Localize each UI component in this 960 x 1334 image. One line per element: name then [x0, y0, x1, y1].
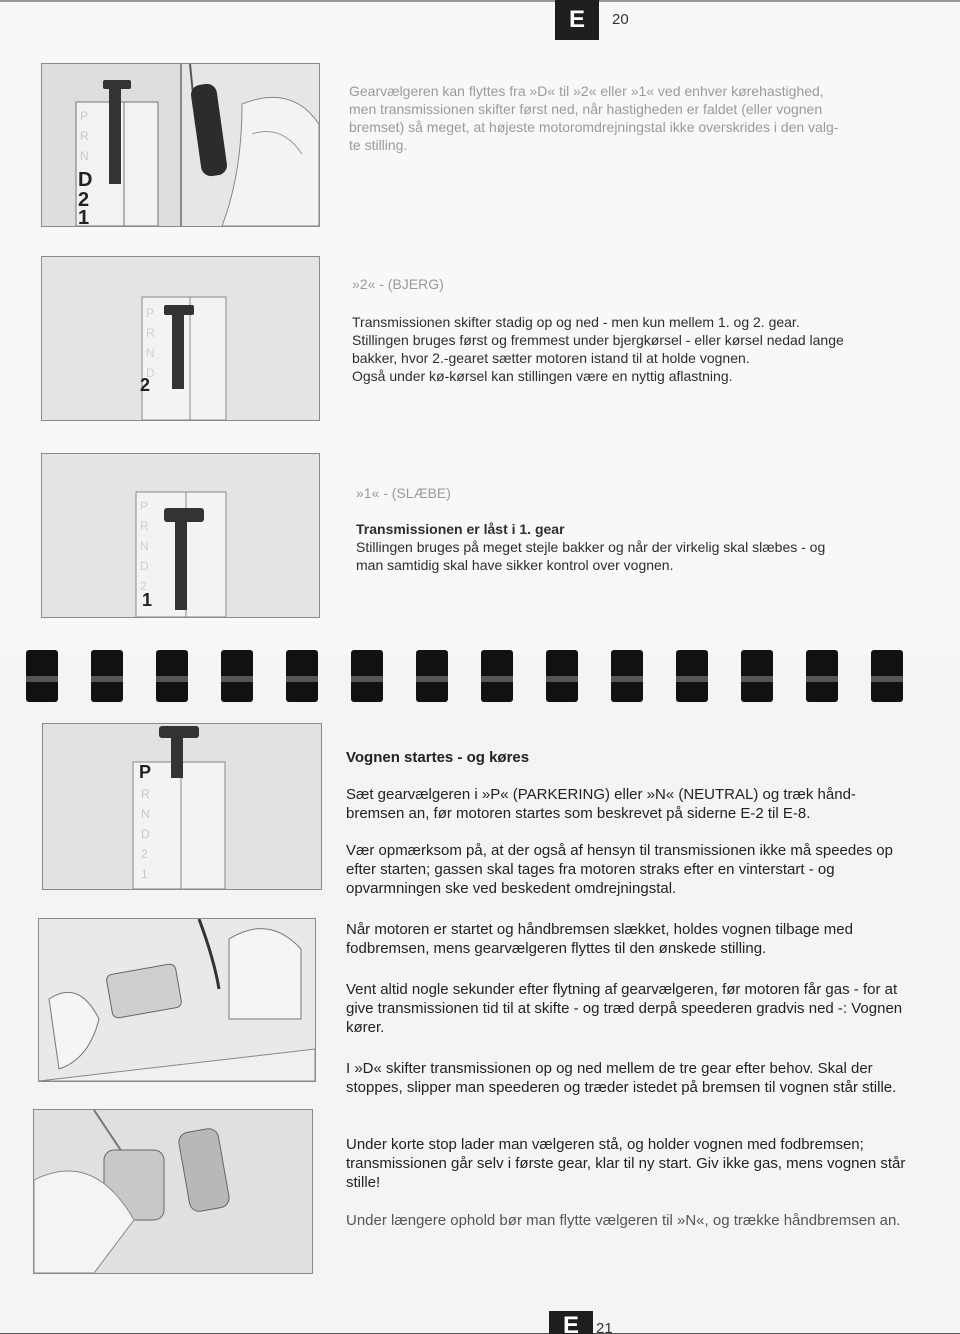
page-number: 20 [612, 11, 629, 28]
gear-selector-illustration [41, 63, 181, 227]
svg-text:R: R [146, 326, 155, 340]
svg-text:2: 2 [78, 189, 90, 211]
binding-coil [26, 650, 58, 702]
binding-coil [481, 650, 513, 702]
slaebe-line: man samtidig skal have sikker kontrol over vognen. [356, 557, 674, 573]
slaebe-heading: »1« - (SLÆBE) [356, 485, 451, 501]
paragraph: Vær opmærksom på, at der også af hensyn til transmissionen ikke må speedes op efter starten; gassen skal tages fra motoren straks efter en vinterstart - og opvarmningen ske ved beskedent omdrejningstal. [346, 842, 893, 897]
foot-on-brake-illustration [33, 1109, 313, 1274]
section-tab: E [555, 0, 599, 40]
brake-pedal-illustration [38, 918, 316, 1082]
selector-park-illustration [42, 723, 322, 890]
bjerg-line: bakker, hvor 2.-gearet sætter motoren istand til at holde vognen. [352, 350, 750, 366]
spiral-binding [0, 1295, 960, 1334]
svg-text:D: D [78, 169, 93, 191]
svg-text:1: 1 [141, 867, 148, 881]
svg-text:P: P [146, 306, 155, 320]
svg-text:D: D [140, 559, 149, 573]
bjerg-line: Stillingen bruges først og fremmest under bjergkørsel - eller kørsel nedad lange [352, 332, 844, 348]
svg-text:P: P [140, 499, 149, 513]
slaebe-section [356, 484, 916, 574]
page-21 [0, 655, 960, 1334]
binding-coil [546, 650, 578, 702]
page-20 [0, 0, 960, 655]
binding-coil [221, 650, 253, 702]
svg-text:D: D [146, 366, 155, 380]
svg-text:R: R [140, 519, 149, 533]
binding-coil [416, 650, 448, 702]
intro-line: bremset) så meget, at højeste motoromdrejningstal ikke overskrides i den valg- [349, 119, 839, 135]
binding-coil [91, 650, 123, 702]
svg-text:1: 1 [78, 207, 90, 226]
binding-coil [351, 650, 383, 702]
svg-text:N: N [146, 346, 155, 360]
intro-line: Gearvælgeren kan flyttes fra »D« til »2« eller »1« ved enhver kørehastighed, [349, 83, 824, 99]
intro-line: te stilling. [349, 137, 408, 153]
svg-text:R: R [80, 129, 89, 143]
paragraph: Sæt gearvælgeren i »P« (PARKERING) eller »N« (NEUTRAL) og træk hånd-bremsen an, før motoren startes som beskrevet på siderne E-2 til E-8. [346, 786, 856, 822]
page-number: 21 [596, 1320, 613, 1334]
accelerator-pedal-illustration [181, 63, 320, 227]
binding-coil [741, 650, 773, 702]
svg-text:2: 2 [140, 579, 147, 593]
selector-label-1: 1 [142, 590, 153, 610]
paragraph: Når motoren er startet og håndbremsen slækket, holdes vognen tilbage med fodbremsen, mens gearvælgeren flyttes til den ønskede stilling. [346, 921, 853, 957]
intro-line: men transmissionen skifter først ned, når hastigheden er faldet (eller vognen [349, 101, 823, 117]
top-rule [0, 0, 960, 2]
svg-text:P: P [80, 109, 89, 123]
slaebe-bold-line: Transmissionen er låst i 1. gear [356, 521, 565, 537]
bjerg-line: Også under kø-kørsel kan stillingen være en nyttig aflastning. [352, 368, 733, 384]
start-heading: Vognen startes - og køres [346, 749, 530, 766]
binding-coil [871, 650, 903, 702]
binding-coil [286, 650, 318, 702]
intro-text [349, 82, 909, 154]
selector-label-2: 2 [140, 375, 151, 395]
paragraph: Under længere ophold bør man flytte vælgeren til »N«, og trække håndbremsen an. [346, 1212, 901, 1229]
paragraph: I »D« skifter transmissionen op og ned mellem de tre gear efter behov. Skal der stoppes, slipper man speederen og træder istedet på bremsen til vognen står stille. [346, 1060, 897, 1096]
svg-text:N: N [141, 807, 150, 821]
bjerg-heading: »2« - (BJERG) [352, 276, 444, 292]
section-tab: E [549, 1311, 593, 1334]
selector-label-p: P [139, 762, 152, 782]
binding-coil [676, 650, 708, 702]
bjerg-line: Transmissionen skifter stadig op og ned - men kun mellem 1. og 2. gear. [352, 314, 800, 330]
slaebe-line: Stillingen bruges på meget stejle bakker og når der virkelig skal slæbes - og [356, 539, 826, 555]
binding-coil [611, 650, 643, 702]
svg-text:2: 2 [141, 847, 148, 861]
svg-text:D: D [141, 827, 150, 841]
binding-coil [806, 650, 838, 702]
svg-text:N: N [80, 149, 89, 163]
binding-coil [156, 650, 188, 702]
paragraph: Under korte stop lader man vælgeren stå, og holder vognen med fodbremsen; transmissionen går selv i første gear, klar til ny start. Giv ikke gas, mens vognen står stille! [346, 1136, 906, 1191]
paragraph: Vent altid nogle sekunder efter flytning af gearvælgeren, før motoren får gas - for at give transmissionen tid til at skifte - og træd derpå speederen gradvis ned -: Vognen kører. [346, 981, 903, 1036]
selector-position-1-illustration [41, 453, 320, 618]
svg-text:R: R [141, 787, 150, 801]
binding-coils [0, 640, 960, 720]
svg-text:N: N [140, 539, 149, 553]
bjerg-section [352, 275, 912, 385]
selector-position-2-illustration [41, 256, 320, 421]
